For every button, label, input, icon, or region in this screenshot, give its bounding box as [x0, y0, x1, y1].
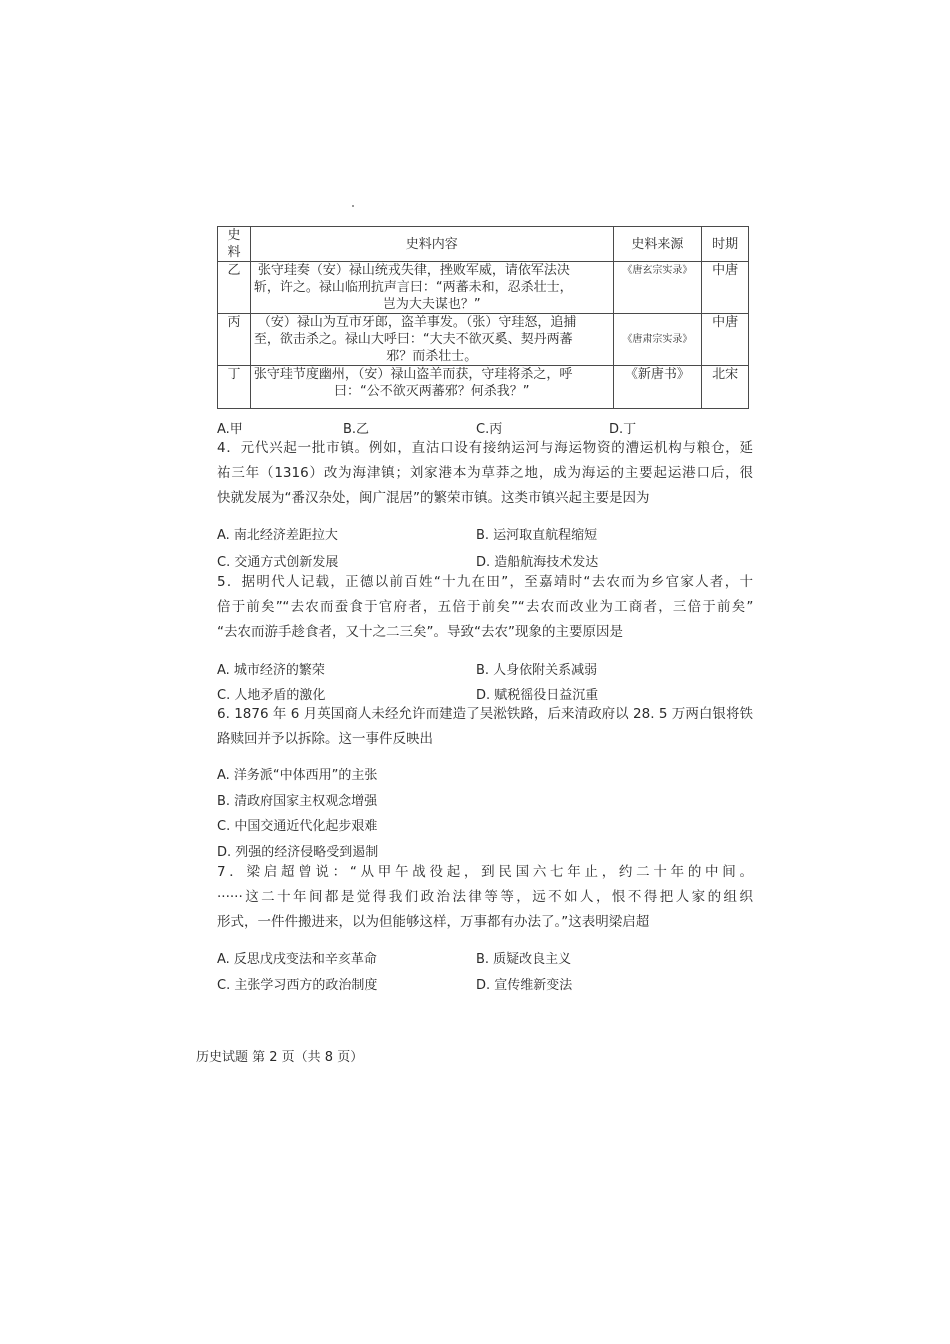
row-label: 丙 [218, 314, 251, 366]
q4-option-b: B. 运河取直航程缩短 [476, 528, 598, 543]
q7-option-d: D. 宣传维新变法 [476, 978, 573, 993]
row-period: 中唐 [702, 314, 749, 366]
stem-line: “去农而游手趁食者，又十之二三矣”。导致“去农”现象的主要原因是 [217, 624, 623, 640]
stem-line: 路赎回并予以拆除。这一事件反映出 [217, 731, 433, 747]
option-b: B.乙 [343, 422, 370, 437]
content-line: 岂为大夫谋也？” [382, 297, 481, 312]
row-content [250, 262, 613, 314]
row-source: 《唐肃宗实录》 [613, 314, 702, 366]
q6-option-c: C. 中国交通近代化起步艰难 [217, 819, 378, 834]
stem-line: ······这二十年间都是觉得我们政治法律等等，远不如人，恨不得把人家的组织 [217, 889, 753, 905]
row-label: 丁 [218, 366, 251, 409]
option-a: A.甲 [217, 422, 243, 437]
stem-line: 5．据明代人记载，正德以前百姓“十九在田”，至嘉靖时“去农而为乡官家人者，十 [217, 574, 753, 590]
header-cell: 史料 [218, 227, 251, 262]
q6-option-d: D. 列强的经济侵略受到遏制 [217, 845, 379, 860]
q5-option-b: B. 人身依附关系减弱 [476, 663, 598, 678]
content-line: 至，欲击杀之。禄山大呼曰：“大夫不欲灭奚、契丹两蕃 [253, 332, 573, 347]
source-table [217, 226, 749, 409]
q4-option-c: C. 交通方式创新发展 [217, 555, 339, 570]
stem-line: 7．梁启超曾说：“从甲午战役起，到民国六七年止，约二十年的中间。 [217, 864, 753, 880]
option-d: D.丁 [609, 422, 637, 437]
q7-option-b: B. 质疑改良主义 [476, 952, 572, 967]
q5-option-d: D. 赋税徭役日益沉重 [476, 688, 599, 703]
row-label: 乙 [218, 262, 251, 314]
header-cell: 史料来源 [613, 227, 702, 262]
row-source: 《唐玄宗实录》 [613, 262, 702, 314]
table-row [218, 262, 749, 314]
content-line: 曰：“公不欲灭两蕃邪？何杀我？” [334, 384, 530, 399]
question-7-stem [217, 860, 753, 935]
q7-option-a: A. 反思戊戌变法和辛亥革命 [217, 952, 377, 967]
content-line: 张守珪节度幽州，（安）禄山盗羊而获，守珪将杀之，呼 [253, 367, 573, 382]
q7-option-c: C. 主张学习西方的政治制度 [217, 978, 378, 993]
q4-option-d: D. 造船航海技术发达 [476, 555, 599, 570]
stem-line: 6. 1876 年 6 月英国商人未经允许而建造了吴淞铁路，后来清政府以 28. 5 万两白银将铁 [217, 706, 753, 722]
row-content [250, 314, 613, 366]
row-period: 北宋 [702, 366, 749, 409]
stem-line: 快就发展为“番汉杂处，闽广混居”的繁荣市镇。这类市镇兴起主要是因为 [217, 490, 650, 506]
question-6-stem [217, 702, 753, 752]
q5-option-c: C. 人地矛盾的激化 [217, 688, 326, 703]
q5-option-a: A. 城市经济的繁荣 [217, 663, 325, 678]
row-period: 中唐 [702, 262, 749, 314]
content-line: 张守珪奏（安）禄山统戎失律，挫败军威，请依军法决 [257, 263, 570, 278]
question-5-stem [217, 570, 753, 645]
stem-line: 倍于前矣”“去农而蚕食于官府者，五倍于前矣”“去农而改业为工商者，三倍于前矣” [217, 599, 753, 615]
option-c: C.丙 [476, 422, 503, 437]
content-line: 邪？而杀壮士。 [386, 349, 478, 364]
row-source: 《新唐书》 [613, 366, 702, 409]
table-header-row [218, 227, 749, 262]
header-cell: 史料内容 [250, 227, 613, 262]
stem-line: 祐三年（1316）改为海津镇；刘家港本为草莽之地，成为海运的主要起运港口后，很 [217, 465, 753, 481]
question-4-stem [217, 436, 753, 511]
scan-speck [352, 205, 354, 207]
q6-option-b: B. 清政府国家主权观念增强 [217, 794, 378, 809]
q6-option-a: A. 洋务派“中体西用”的主张 [217, 768, 378, 783]
table-row [218, 366, 749, 409]
content-line: 斩，许之。禄山临刑抗声言曰：“两蕃未和，忍杀壮士， [253, 280, 573, 295]
q4-option-a: A. 南北经济差距拉大 [217, 528, 338, 543]
stem-line: 4．元代兴起一批市镇。例如，直沽口设有接纳运河与海运物资的漕运机构与粮仓，延 [217, 440, 753, 456]
header-cell: 时期 [702, 227, 749, 262]
stem-line: 形式，一件件搬进来，以为但能够这样，万事都有办法了。”这表明梁启超 [217, 914, 650, 930]
table-row [218, 314, 749, 366]
row-content [250, 366, 613, 409]
content-line: （安）禄山为互市牙郎，盗羊事发。（张）守珪怒，追捕 [257, 315, 577, 330]
page-footer: 历史试题 第 2 页（共 8 页） [196, 1050, 364, 1065]
